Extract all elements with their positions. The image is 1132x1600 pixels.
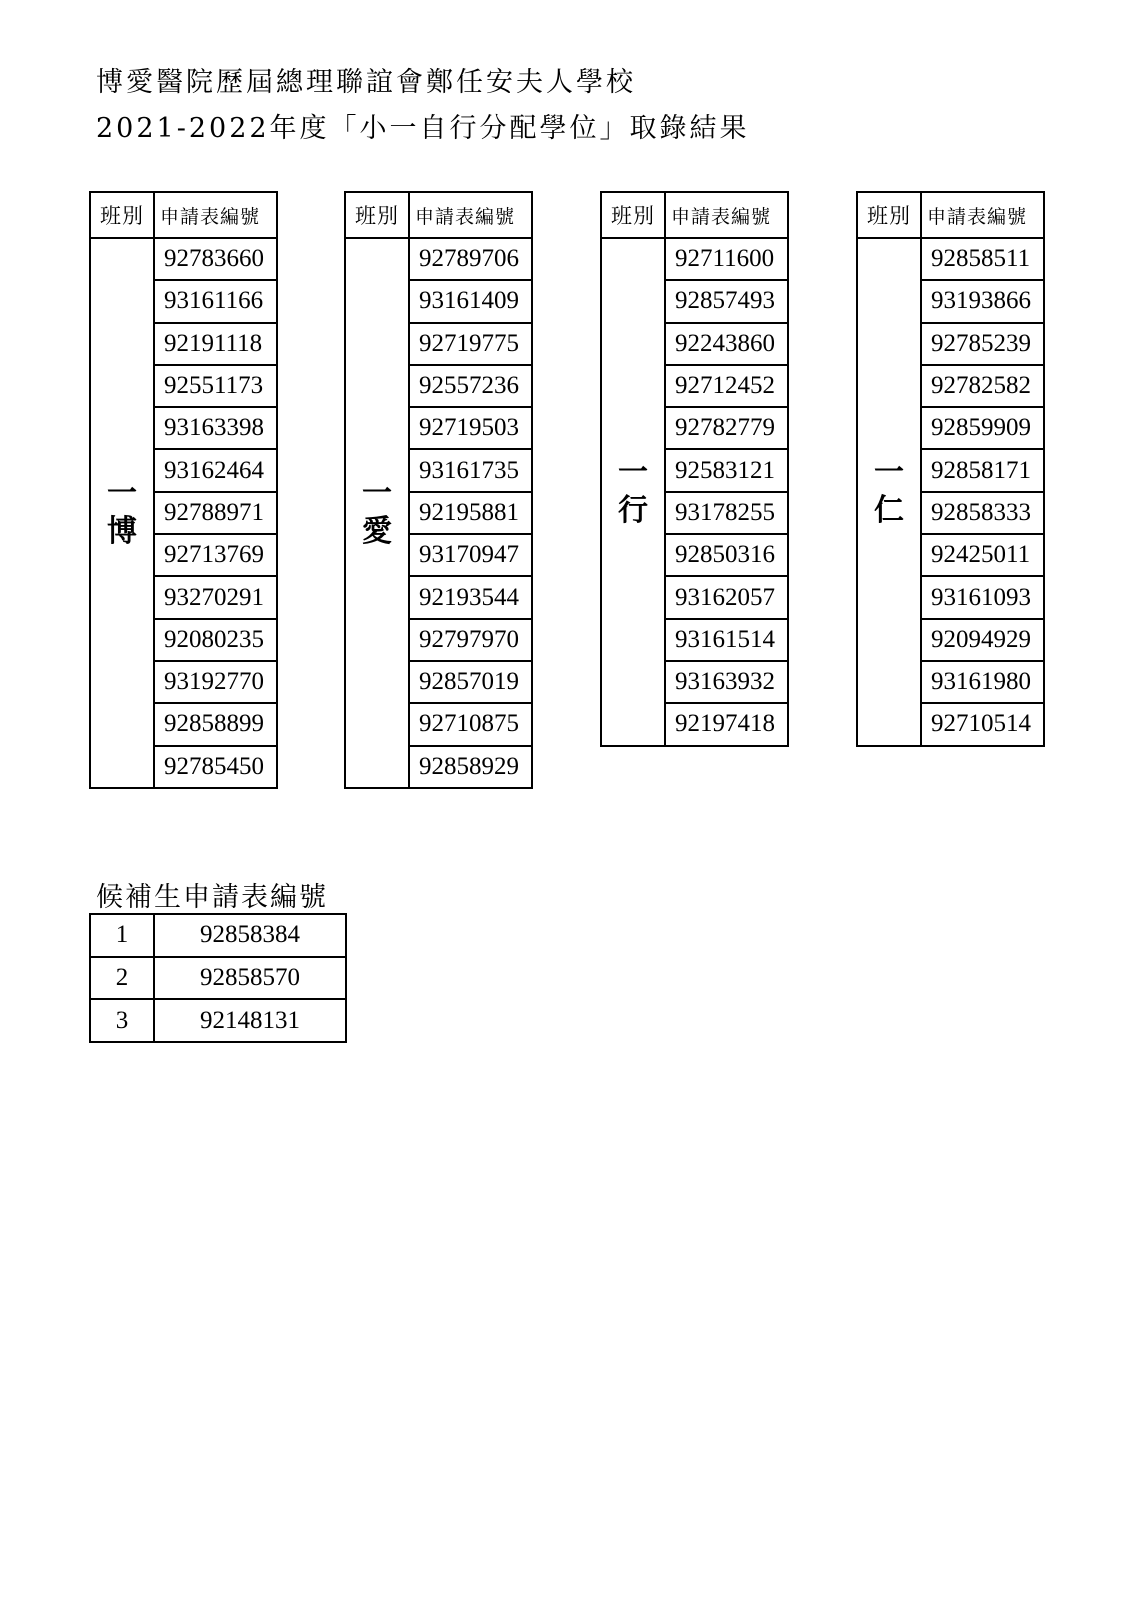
class-name-line1: 一 (362, 476, 392, 512)
class-header: 班別 (90, 192, 154, 238)
form-number-cell: 93161735 (409, 449, 532, 491)
waitlist-row (90, 999, 346, 1042)
form-number-cell: 92710875 (409, 703, 532, 745)
class-table-1bo (89, 191, 278, 789)
form-number-cell: 92783660 (154, 238, 277, 280)
form-number-cell: 93162464 (154, 449, 277, 491)
form-number-cell: 92785239 (921, 323, 1044, 365)
form-number-cell: 92719503 (409, 407, 532, 449)
form-number-cell: 93161166 (154, 280, 277, 322)
class-name-line2: 仁 (874, 492, 904, 528)
class-name-line1: 一 (107, 476, 137, 512)
form-number-cell: 92785450 (154, 746, 277, 788)
form-number-cell: 92195881 (409, 492, 532, 534)
form-number-header: 申請表編號 (665, 192, 788, 238)
class-name-line2: 博 (107, 513, 137, 549)
form-number-cell: 93192770 (154, 661, 277, 703)
form-number-cell: 92191118 (154, 323, 277, 365)
form-number-cell: 92711600 (665, 238, 788, 280)
form-number-cell: 92788971 (154, 492, 277, 534)
form-number-cell: 93161980 (921, 661, 1044, 703)
result-title: 2021-2022年度「小一自行分配學位」取錄結果 (96, 113, 750, 144)
waitlist-number-cell: 2 (90, 957, 154, 1000)
table-row (345, 238, 532, 280)
class-table-1hang (600, 191, 789, 747)
class-table-1yan (856, 191, 1045, 747)
table-row (90, 238, 277, 280)
form-number-cell: 92859909 (921, 407, 1044, 449)
form-number-cell: 92719775 (409, 323, 532, 365)
waitlist-row (90, 957, 346, 1000)
waitlist-row (90, 914, 346, 957)
class-header: 班別 (601, 192, 665, 238)
form-number-cell: 92850316 (665, 534, 788, 576)
form-number-cell: 93270291 (154, 576, 277, 618)
form-number-cell: 93162057 (665, 576, 788, 618)
class-name-cell (90, 238, 154, 788)
school-name-title: 博愛醫院歷屆總理聯誼會鄭任安夫人學校 (96, 67, 636, 98)
form-number-cell: 92782779 (665, 407, 788, 449)
form-number-header: 申請表編號 (154, 192, 277, 238)
form-number-cell: 92858511 (921, 238, 1044, 280)
form-number-cell: 92858171 (921, 449, 1044, 491)
class-name-cell (345, 238, 409, 788)
form-number-cell: 93161093 (921, 576, 1044, 618)
class-name-cell (601, 238, 665, 746)
form-number-cell: 92425011 (921, 534, 1044, 576)
class-table-1ai (344, 191, 533, 789)
form-number-cell: 92193544 (409, 576, 532, 618)
table-row (601, 238, 788, 280)
form-number-cell: 92094929 (921, 619, 1044, 661)
form-number-header: 申請表編號 (409, 192, 532, 238)
form-number-cell: 92583121 (665, 449, 788, 491)
class-name-cell (857, 238, 921, 746)
form-number-cell: 93170947 (409, 534, 532, 576)
form-number-header: 申請表編號 (921, 192, 1044, 238)
form-number-cell: 93163398 (154, 407, 277, 449)
class-name-line2: 愛 (362, 513, 392, 549)
form-number-cell: 92858333 (921, 492, 1044, 534)
form-number-cell: 92858899 (154, 703, 277, 745)
waitlist-form-number-cell: 92148131 (154, 999, 346, 1042)
class-header: 班別 (345, 192, 409, 238)
form-number-cell: 92858929 (409, 746, 532, 788)
form-number-cell: 92857019 (409, 661, 532, 703)
waitlist-number-cell: 3 (90, 999, 154, 1042)
waitlist-number-cell: 1 (90, 914, 154, 957)
form-number-cell: 92551173 (154, 365, 277, 407)
form-number-cell: 92710514 (921, 703, 1044, 745)
class-name-line1: 一 (618, 455, 648, 491)
form-number-cell: 93163932 (665, 661, 788, 703)
form-number-cell: 93161409 (409, 280, 532, 322)
waitlist-form-number-cell: 92858384 (154, 914, 346, 957)
class-header: 班別 (857, 192, 921, 238)
form-number-cell: 93193866 (921, 280, 1044, 322)
form-number-cell: 92797970 (409, 619, 532, 661)
form-number-cell: 92080235 (154, 619, 277, 661)
form-number-cell: 92782582 (921, 365, 1044, 407)
table-row (857, 238, 1044, 280)
form-number-cell: 92557236 (409, 365, 532, 407)
form-number-cell: 92789706 (409, 238, 532, 280)
form-number-cell: 93178255 (665, 492, 788, 534)
class-name-line1: 一 (874, 455, 904, 491)
form-number-cell: 92857493 (665, 280, 788, 322)
form-number-cell: 92197418 (665, 703, 788, 745)
waitlist-form-number-cell: 92858570 (154, 957, 346, 1000)
form-number-cell: 92712452 (665, 365, 788, 407)
form-number-cell: 92243860 (665, 323, 788, 365)
form-number-cell: 92713769 (154, 534, 277, 576)
class-name-line2: 行 (618, 492, 648, 528)
form-number-cell: 93161514 (665, 619, 788, 661)
waitlist-table (89, 913, 347, 1043)
waitlist-title: 候補生申請表編號 (96, 882, 328, 913)
